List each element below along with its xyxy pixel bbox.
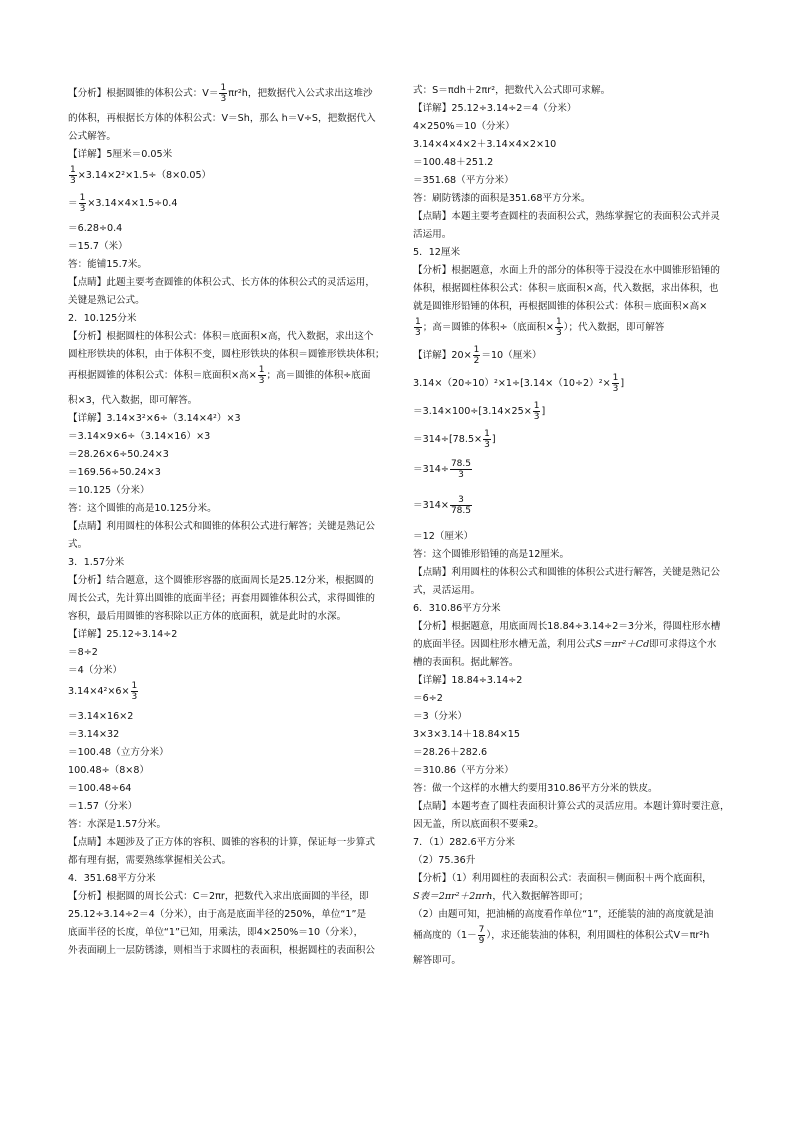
equation-line: 【详解】18.84÷3.14÷2	[413, 675, 523, 686]
text-line: 式，灵活运用。	[413, 585, 481, 596]
text-line: 桶高度的（1－ $\frac{7}{9}$ ），求还能装油的体积，利用圆柱的体积公式V＝πr²h	[413, 924, 710, 946]
equation-line: ＝100.48＋251.2	[413, 157, 494, 168]
equation-line: ＝12（厘米）	[413, 531, 474, 542]
text-line: 积×3，代入数据，即可解答。	[68, 395, 198, 406]
equation-line: ＝28.26＋282.6	[413, 747, 488, 758]
equation-line: ＝314× $\frac{3}{78.5}$	[413, 494, 471, 516]
equation-line: ＝310.86（平方分米）	[413, 765, 514, 776]
text-line: 【点睛】本题主要考查圆柱的表面积公式，熟练掌握它的表面积公式并灵	[413, 211, 720, 222]
text-line: 容积，最后用圆锥的容积除以正方体的底面积，就是此时的水深。	[68, 611, 347, 622]
text-line: 【分析】根据题意，水面上升的部分的体积等于浸没在水中圆锥形铅锤的	[413, 265, 720, 276]
equation-line: ＝3.14×16×2	[68, 711, 134, 722]
equation-line: ＝314÷[78.5× $\frac{1}{3}$ ]	[413, 428, 496, 450]
answer-line: 答：这个圆锥的高是10.125分米。	[68, 503, 217, 514]
text-line: 关键是熟记公式。	[68, 295, 145, 306]
text-line: 【分析】结合题意，这个圆锥形容器的底面周长是25.12分米，根据圆的	[68, 575, 374, 586]
equation-line: ＝4（分米）	[68, 665, 123, 676]
equation-line: ＝10.125（分米）	[68, 485, 150, 496]
text-line: 【分析】根据圆锥的体积公式：V＝ $\frac{1}{3}$ πr²h，把数据代入公式求出这堆沙	[68, 82, 373, 104]
text-line: 的底面半径。因圆柱形水槽无盖，利用公式S＝πr²＋Cd即可求得这个水	[413, 639, 717, 650]
text-line: 解答即可。	[413, 955, 461, 966]
question-heading: 7．（1）282.6平方分米	[413, 837, 516, 848]
text-line: 因无盖，所以底面积不要乘2。	[413, 819, 544, 830]
equation-line: 【详解】25.12÷3.14÷2＝4（分米）	[413, 103, 577, 114]
equation-line: ＝3.14×9×6÷（3.14×16）×3	[68, 431, 211, 442]
question-heading: 6．310.86平方分米	[413, 603, 501, 614]
equation-line: ＝15.7（米）	[68, 241, 128, 252]
equation-line: ＝3.14×32	[68, 729, 120, 740]
question-heading: 3．1.57分米	[68, 557, 125, 568]
equation-line: 【详解】25.12÷3.14÷2	[68, 629, 178, 640]
equation-line: ＝ $\frac{1}{3}$ ×3.14×4×1.5÷0.4	[68, 192, 178, 214]
equation-line: ＝3.14×100÷[3.14×25× $\frac{1}{3}$ ]	[413, 400, 546, 422]
equation-line: 3×3×3.14＋18.84×15	[413, 729, 520, 740]
equation-line: 【详解】20× $\frac{1}{2}$ ＝10（厘米）	[413, 344, 542, 366]
equation-line: ＝6.28÷0.4	[68, 223, 123, 234]
text-line: 圆柱形铁块的体积，由于体积不变，圆柱形铁块的体积＝圆锥形铁块体积；	[68, 349, 385, 360]
answer-line: 答：能铺15.7米。	[68, 259, 147, 270]
text-line: （2）由题可知，把油桶的高度看作单位“1”，还能装的油的高度就是油	[413, 909, 714, 920]
equation-line: ＝28.26×6÷50.24×3	[68, 449, 169, 460]
text-line: 【点睛】本题涉及了正方体的容积、圆锥的容积的计算，保证每一步算式	[68, 837, 375, 848]
answer-line: 答：刷防锈漆的面积是351.68平方分米。	[413, 193, 591, 204]
equation-line: ＝3（分米）	[413, 711, 468, 722]
left-column	[68, 82, 394, 960]
text-line: 槽的表面积。据此解答。	[413, 657, 519, 668]
text-line: 【点睛】此题主要考查圆锥的体积公式、长方体的体积公式的灵活运用，	[68, 277, 375, 288]
text-line: 【点睛】本题考查了圆柱表面积计算公式的灵活应用。本题计算时要注意，	[413, 801, 730, 812]
question-heading: （2）75.36升	[413, 855, 476, 866]
text-line: 都有理有据，需要熟练掌握相关公式。	[68, 855, 232, 866]
text-line: 活运用。	[413, 229, 452, 240]
equation-line: 3.14×（20÷10）²×1÷[3.14×（10÷2）²× $\frac{1}{3}$ ]	[413, 372, 625, 394]
text-line: 周长公式，先计算出圆锥的底面半径；再套用圆锥体积公式，求得圆锥的	[68, 593, 375, 604]
question-heading: 5．12厘米	[413, 247, 461, 258]
text-line: 【分析】根据题意，用底面周长18.84÷3.14÷2＝3分米，得圆柱形水槽	[413, 621, 721, 632]
equation-line: ＝314÷ $\frac{78.5}{3}$	[413, 458, 471, 480]
text-line: 【点睛】利用圆柱的体积公式和圆锥的体积公式进行解答；关键是熟记公	[68, 521, 375, 532]
text-line: $\frac{1}{3}$ ；高＝圆锥的体积÷（底面积× $\frac{1}{3}$ ）；代入数据，即可解答	[415, 316, 665, 338]
text-line: 式：S＝πdh＋2πr²，把数代入公式即可求解。	[413, 85, 611, 96]
equation-line: ＝169.56÷50.24×3	[68, 467, 161, 478]
answer-line: 答：做一个这样的水槽大约要用310.86平方分米的铁皮。	[413, 783, 658, 794]
text-line: 【分析】根据圆柱的体积公式：体积＝底面积×高，代入数据，求出这个	[68, 331, 374, 342]
equation-line: 【详解】3.14×3²×6÷（3.14×4²）×3	[68, 413, 241, 424]
question-heading: 4．351.68平方分米	[68, 873, 156, 884]
equation-line: 3.14×4²×6× $\frac{1}{3}$	[68, 680, 138, 702]
text-line: 25.12÷3.14÷2＝4（分米），由于高是底面半径的250%，单位“1”是	[68, 909, 367, 920]
text-line: 底面半径的长度，单位“1”已知，用乘法，即4×250%＝10（分米），	[68, 927, 364, 938]
text-line: 式。	[68, 539, 88, 550]
text-line: 【详解】5厘米＝0.05米	[68, 149, 173, 160]
equation-line: $\frac{1}{3}$ ×3.14×2²×1.5÷（8×0.05）	[70, 164, 212, 186]
text-line: 体积，根据圆柱体积公式：体积＝底面积×高，代入数据，求出体积，也	[413, 283, 719, 294]
answer-line: 答：水深是1.57分米。	[68, 819, 167, 830]
equation-line: 4×250%＝10（分米）	[413, 121, 515, 132]
text-line: 【分析】（1）利用圆柱的表面积公式：表面积＝侧面积＋两个底面积，	[413, 873, 712, 884]
text-line: 的体积，再根据长方体的体积公式：V＝Sh，那么 h＝V÷S，把数据代入	[68, 113, 376, 124]
equation-line: ＝6÷2	[413, 693, 443, 704]
answer-line: 答：这个圆锥形铅锤的高是12厘米。	[413, 549, 570, 560]
equation-line: ＝1.57（分米）	[68, 801, 138, 812]
text-line: 公式解答。	[68, 131, 116, 142]
equation-line: ＝351.68（平方分米）	[413, 175, 514, 186]
text-line: 再根据圆锥的体积公式：体积＝底面积×高× $\frac{1}{3}$ ；高＝圆锥的体积÷底面	[68, 364, 371, 386]
right-column	[413, 82, 739, 970]
equation-line: 3.14×4×4×2＋3.14×4×2×10	[413, 139, 557, 150]
text-line: 【分析】根据圆的周长公式：C＝2πr，把数代入求出底面圆的半径，即	[68, 891, 369, 902]
text-line: S表＝2πr²＋2πrh，代入数据解答即可；	[413, 891, 589, 902]
text-line: 就是圆锥形铅锤的体积，再根据圆锥的体积公式：体积＝底面积×高×	[413, 301, 708, 312]
text-line: 外表面刷上一层防锈漆，则相当于求圆柱的表面积，根据圆柱的表面积公	[68, 945, 375, 956]
equation-line: ＝100.48（立方分米）	[68, 747, 169, 758]
equation-line: ＝8÷2	[68, 647, 98, 658]
equation-line: 100.48÷（8×8）	[68, 765, 150, 776]
text-line: 【点睛】利用圆柱的体积公式和圆锥的体积公式进行解答，关键是熟记公	[413, 567, 720, 578]
question-heading: 2．10.125分米	[68, 313, 137, 324]
equation-line: ＝100.48÷64	[68, 783, 132, 794]
